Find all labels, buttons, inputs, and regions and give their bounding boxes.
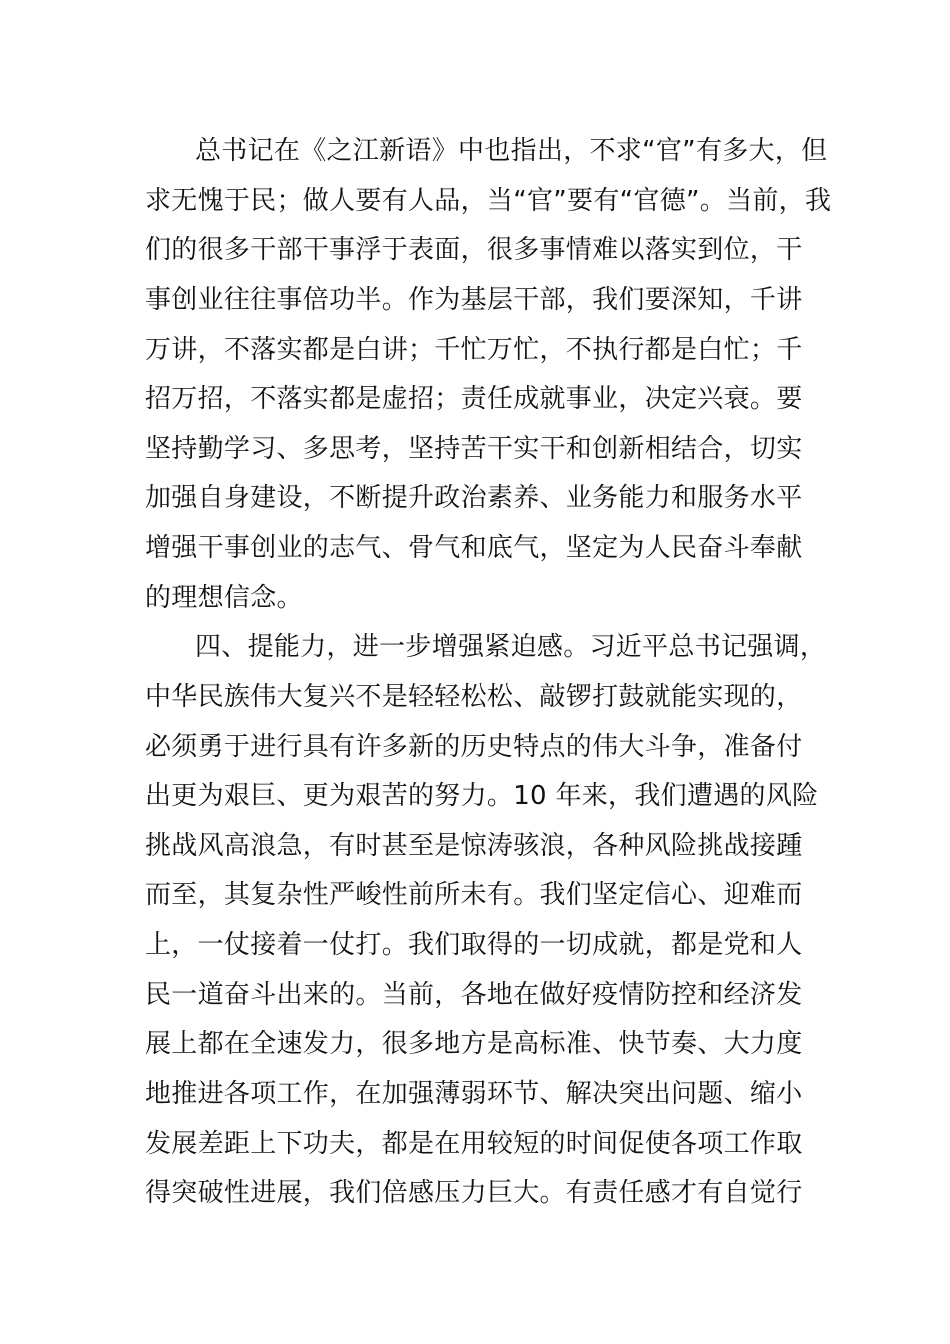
text-line: 挑战风高浪急，有时甚至是惊涛骇浪，各种风险挑战接踵 [145, 831, 803, 861]
text-line: 坚持勤学习、多思考，坚持苦干实干和创新相结合，切实 [145, 434, 803, 464]
text-line: 民一道奋斗出来的。当前，各地在做好疫情防控和经济发 [145, 980, 803, 1010]
text-line: 地推进各项工作，在加强薄弱环节、解决突出问题、缩小 [145, 1079, 803, 1109]
text-line: 四、提能力，进一步增强紧迫感。习近平总书记强调， [195, 632, 827, 662]
text-line: 得突破性进展，我们倍感压力巨大。有责任感才有自觉行 [145, 1178, 803, 1208]
text-line: 招万招，不落实都是虚招；责任成就事业，决定兴衰。要 [145, 384, 803, 414]
text-line: 上，一仗接着一仗打。我们取得的一切成就，都是党和人 [145, 930, 803, 960]
text-line: 必须勇于进行具有许多新的历史特点的伟大斗争，准备付 [145, 732, 803, 762]
text-line: 加强自身建设，不断提升政治素养、业务能力和服务水平 [145, 483, 803, 513]
text-line: 增强干事创业的志气、骨气和底气，坚定为人民奋斗奉献 [145, 533, 803, 563]
text-line: 总书记在《之江新语》中也指出，不求“官”有多大，但 [195, 136, 828, 166]
text-line: 求无愧于民；做人要有人品，当“官”要有“官德”。当前，我 [145, 186, 832, 216]
text-line: 展上都在全速发力，很多地方是高标准、快节奏、大力度 [145, 1029, 803, 1059]
text-line: 万讲，不落实都是白讲；千忙万忙，不执行都是白忙；千 [145, 335, 803, 365]
text-line: 的理想信念。 [145, 583, 303, 613]
text-line: 们的很多干部干事浮于表面，很多事情难以落实到位，干 [145, 235, 803, 265]
text-line: 出更为艰巨、更为艰苦的努力。10 年来，我们遭遇的风险 [145, 781, 819, 811]
text-line: 发展差距上下功夫，都是在用较短的时间促使各项工作取 [145, 1129, 803, 1159]
text-line: 而至，其复杂性严峻性前所未有。我们坚定信心、迎难而 [145, 880, 803, 910]
text-line: 事创业往往事倍功半。作为基层干部，我们要深知，千讲 [145, 285, 803, 315]
text-line: 中华民族伟大复兴不是轻轻松松、敲锣打鼓就能实现的， [145, 682, 803, 712]
